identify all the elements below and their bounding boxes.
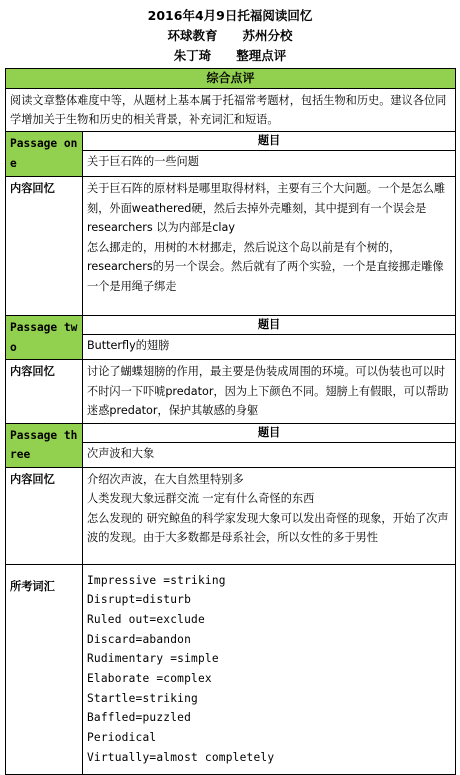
- passage-two-recall-label: 内容回忆: [6, 360, 83, 424]
- passage-two-recall-row: [6, 360, 456, 424]
- vocab-label: 所考词汇: [6, 564, 83, 774]
- recall-paragraph: 关于巨石阵的原材料是哪里取得材料，主要有三个大问题。一个是怎么雕刻，外面weathered硬，然后去掉外壳雕刻，其中提到有一个误会是researchers 以为内部是clay: [87, 182, 446, 234]
- passage-two-title: Butterfly的翅膀: [83, 335, 456, 360]
- vocab-item: Baffled=puzzled: [87, 711, 192, 725]
- summary-text-row: [6, 89, 456, 132]
- summary-text: 阅读文章整体难度中等，从题材上基本属于托福常考题材，包括生物和历史。建议各位同学增加关于生物和历史的相关背景，补充词汇和短语。: [6, 89, 456, 132]
- recall-paragraph: 怎么发现的 研究鲸鱼的科学家发现大象可以发出奇怪的现象，开始了次声波的发现。由于大多数都是母系社会，所以女性的多于男性: [87, 511, 449, 544]
- vocab-item: Periodical: [87, 731, 157, 745]
- summary-heading-row: [6, 69, 456, 89]
- summary-heading: 综合点评: [6, 69, 456, 89]
- passage-three-heading-row: [6, 423, 456, 442]
- vocab-list: [83, 564, 456, 774]
- passage-one-recall-row: [6, 177, 456, 316]
- author-line: 朱丁琦 整理点评: [173, 48, 287, 63]
- passage-two-title-heading: 题目: [83, 316, 456, 335]
- passage-one-recall-text: [83, 177, 456, 316]
- passage-three-label: Passage three: [6, 423, 83, 467]
- passage-one-title: 关于巨石阵的一些问题: [83, 151, 456, 177]
- passage-one-title-heading: 题目: [83, 132, 456, 151]
- passage-three-recall-label: 内容回忆: [6, 467, 83, 564]
- passage-one-label: Passage one: [6, 132, 83, 177]
- organization-line: 环球教育 苏州分校: [167, 28, 293, 43]
- vocab-item: Startle=striking: [87, 691, 198, 705]
- passage-one-recall-label: 内容回忆: [6, 177, 83, 316]
- recall-paragraph: 怎么挪走的，用树的木材挪走，然后说这个岛以前是有个树的，researchers的另一个误会。然后就有了两个实验，一个是直接挪走雕像一个是用绳子绑走: [87, 240, 444, 293]
- vocab-item: Disrupt=disturb: [87, 593, 192, 607]
- passage-two-label: Passage two: [6, 316, 83, 360]
- vocab-item: Elaborate =complex: [87, 672, 212, 686]
- recall-paragraph: 人类发现大象远群交流 一定有什么奇怪的东西: [87, 492, 315, 505]
- passage-three-title: 次声波和大象: [83, 442, 456, 467]
- vocab-item: Rudimentary =simple: [87, 652, 219, 666]
- vocab-item: Virtually=almost completely: [87, 750, 275, 764]
- recall-paragraph: 介绍次声波，在大自然里特别多: [87, 472, 244, 486]
- passage-three-recall-row: [6, 467, 456, 564]
- vocab-item: Discard=abandon: [87, 632, 192, 646]
- passage-one-heading-row: [6, 132, 456, 151]
- passage-two-heading-row: [6, 316, 456, 335]
- passage-two-recall-text: [83, 360, 456, 424]
- vocab-item: Impressive =striking: [87, 573, 226, 587]
- vocab-item: Ruled out=exclude: [87, 612, 205, 626]
- vocab-row: [6, 564, 456, 774]
- recall-table: [5, 68, 456, 775]
- passage-three-title-heading: 题目: [83, 423, 456, 442]
- passage-three-recall-text: [83, 467, 456, 564]
- recall-paragraph: 讨论了蝴蝶翅膀的作用，最主要是伪装成周围的环境。可以伪装也可以时不时闪一下吓唬predator，因为上下颜色不同。翅膀上有假眼，可以帮助迷惑predator，保护其敏感的身躯: [87, 365, 449, 417]
- page-title: 2016年4月9日托福阅读回忆: [147, 8, 313, 23]
